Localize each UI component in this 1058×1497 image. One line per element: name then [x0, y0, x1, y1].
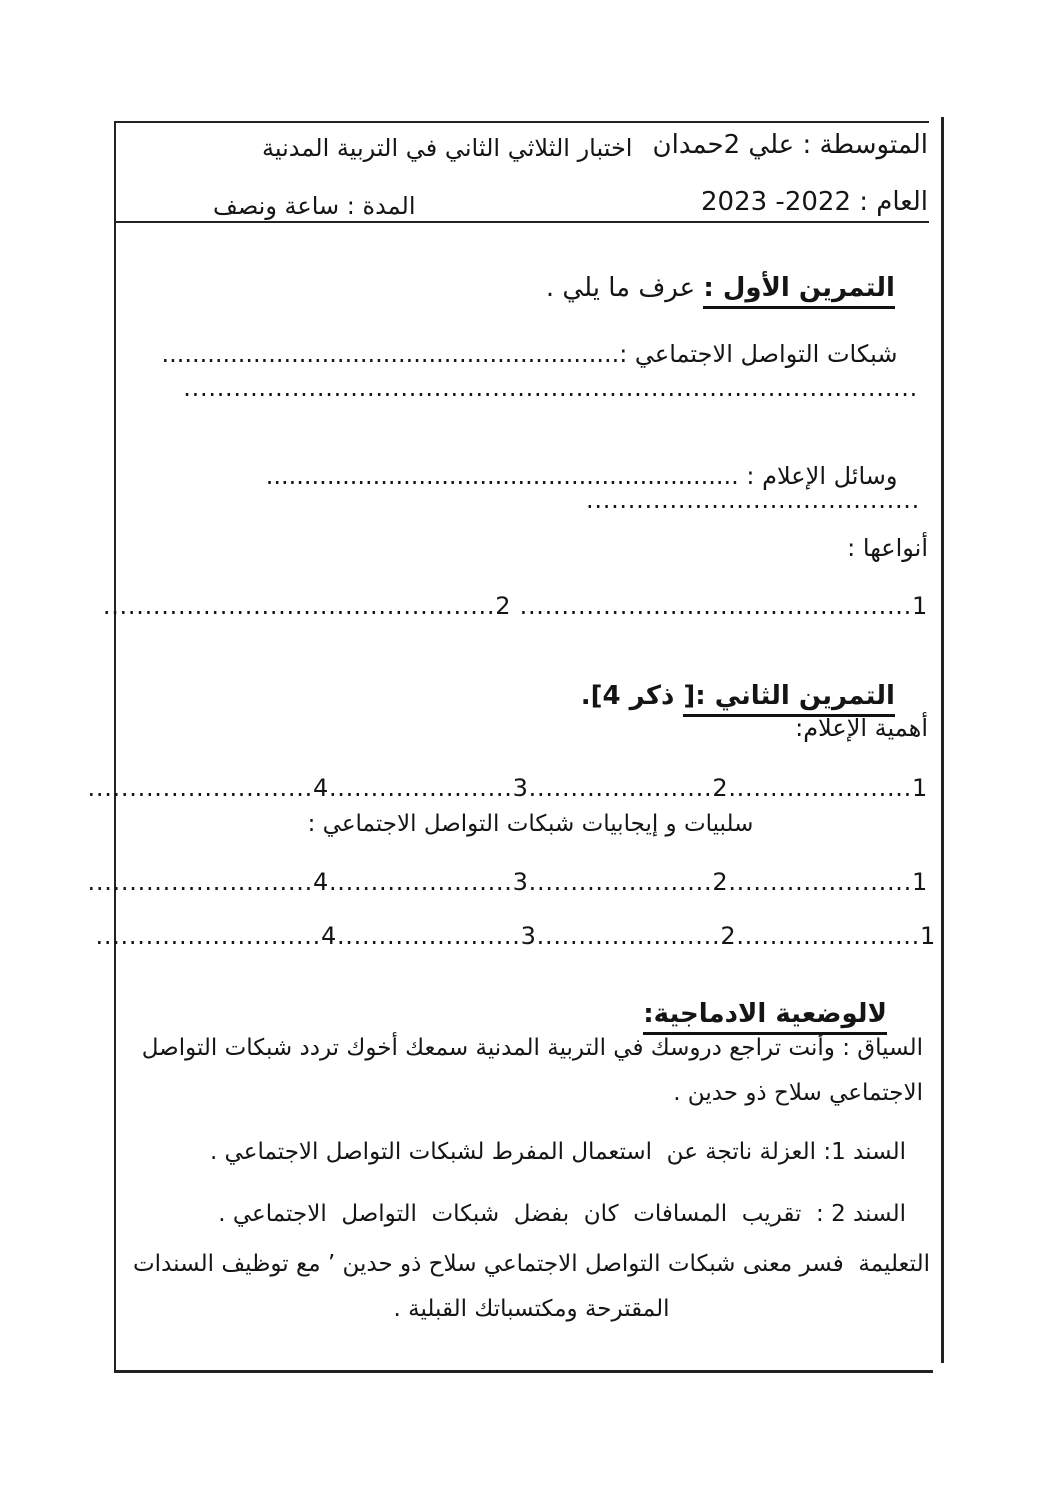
frame-left-border [114, 121, 116, 1373]
pros-cons-answer-line-1: 1......................2......................3......................4........................... [87, 868, 928, 896]
exercise1-heading-instruction: عرف ما يلي . [545, 273, 704, 303]
school-name: المتوسطة : علي 2حمدان [652, 130, 928, 160]
definition1-continuation-dots: ........................................................................................ [183, 374, 918, 402]
exam-title: اختبار الثلاثي الثاني في التربية المدنية [262, 134, 633, 162]
support2-line: السند 2 : تقريب المسافات كان بفضل شبكات التواصل الاجتماعي . [218, 1201, 906, 1227]
definition2-answer-dots: .............................................................. [265, 462, 739, 490]
definition2-continuation-dots: ........................................ [586, 486, 920, 514]
definition1-answer-dots: ............................................................ [161, 340, 620, 368]
instruction-line-2: المقترحة ومكتسباتك القبلية . [393, 1296, 670, 1322]
context-line-2: الاجتماعي سلاح ذو حدين . [673, 1080, 923, 1106]
importance-answer-line: 1......................2......................3......................4........................... [87, 774, 928, 802]
types-label: أنواعها : [847, 534, 928, 562]
types-answer-line: 1............................................... 2............................................... [102, 592, 928, 620]
context-paragraph [133, 1026, 923, 1116]
exercise1-heading-title: التمرين الأول : [703, 272, 895, 309]
definition1-label: شبكات التواصل الاجتماعي : [619, 340, 898, 368]
instruction-paragraph [133, 1242, 930, 1332]
instruction-line-1: التعليمة فسر معنى شبكات التواصل الاجتماعي سلاح ذو حدين ’ مع توظيف السندات [133, 1251, 930, 1277]
pros-cons-label: سلبيات و إيجابيات شبكات التواصل الاجتماعي : [307, 811, 754, 837]
exercise2-heading-instruction: ذكر 4]. [580, 681, 684, 711]
exercise2-heading-title: التمرين الثاني :[ [683, 680, 895, 717]
importance-label: أهمية الإعلام: [795, 714, 928, 742]
frame-right-border [941, 117, 944, 1363]
pros-cons-answer-line-2: 1......................2......................3......................4........................... [95, 922, 936, 950]
exam-duration: المدة : ساعة ونصف [213, 192, 416, 220]
school-year: العام : 2022- 2023 [701, 187, 928, 217]
integration-heading-text: لالوضعية الادماجية: [643, 998, 887, 1035]
definition2-label: وسائل الإعلام : [738, 462, 898, 490]
support1-line: السند 1: العزلة ناتجة عن استعمال المفرط لشبكات التواصل الاجتماعي . [209, 1139, 906, 1165]
frame-top-border [115, 121, 929, 123]
frame-bottom-border [115, 1370, 933, 1373]
context-line-1: السياق : وأنت تراجع دروسك في التربية المدنية سمعك أخوك تردد شبكات التواصل [141, 1035, 923, 1061]
